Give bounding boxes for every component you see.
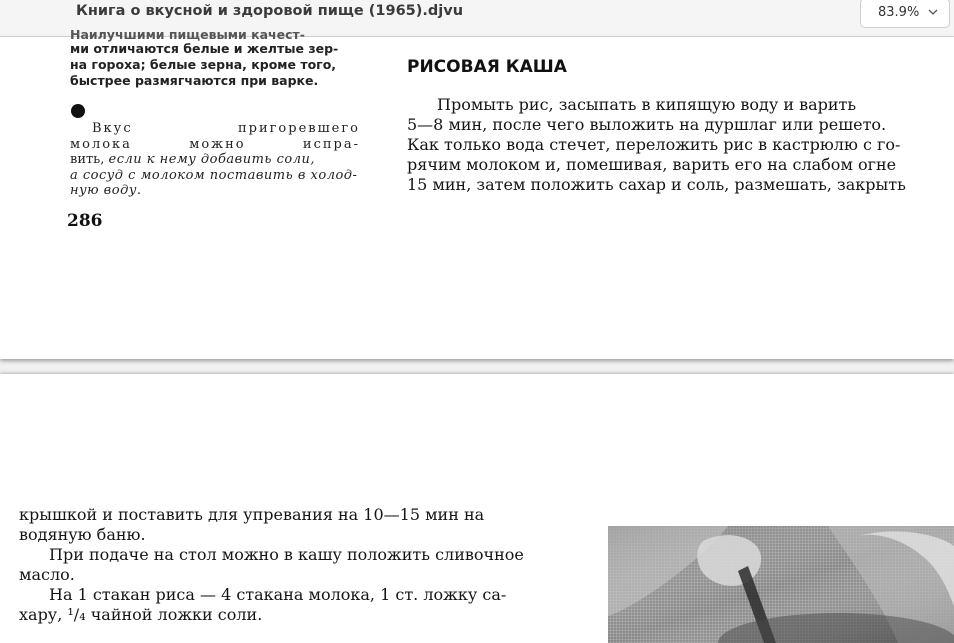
- tip-line: [70, 183, 360, 199]
- clipped-line: Наилучшими пищевыми качест-: [70, 27, 305, 42]
- zoom-value: 83.9%: [878, 5, 920, 20]
- text-line: 15 мин, затем положить сахар и соль, размешать, закрыть: [407, 175, 906, 194]
- tip-word: можно: [189, 136, 246, 152]
- text-line: При подаче на стол можно в кашу положить сливочное: [49, 545, 524, 564]
- recipe-title: РИСОВАЯ КАША: [407, 57, 567, 77]
- tip-note: [70, 121, 360, 199]
- tip-word: пригоревшего: [237, 121, 360, 136]
- chevron-down-icon: [928, 7, 938, 17]
- recipe-continuation: [19, 505, 554, 625]
- document-page-286: [0, 27, 954, 359]
- side-note-line: на гороха; белые зерна, кроме того,: [70, 57, 337, 72]
- side-note-line: ми отличаются белые и желтые зер-: [70, 41, 339, 56]
- tip-italic-text: если к нему добавить соли,: [108, 152, 316, 167]
- cooking-photo: [608, 526, 954, 643]
- text-line: водяную баню.: [19, 525, 146, 544]
- tip-line: [70, 152, 360, 168]
- text-line: Промыть рис, засыпать в кипящую воду и варить: [437, 95, 857, 114]
- side-note-line: быстрее размягчаются при варке.: [70, 73, 319, 88]
- tip-line: [70, 121, 360, 137]
- text-line: хару, ¹/₄ чайной ложки соли.: [19, 605, 263, 624]
- recipe-paragraph: [407, 95, 941, 195]
- tip-italic-text: ную воду.: [70, 183, 142, 198]
- tip-word: молока: [70, 136, 132, 152]
- bullet-icon: [71, 104, 85, 118]
- tip-italic-text: а сосуд с молоком поставить в холод-: [70, 167, 358, 183]
- text-line: Как только вода стечет, переложить рис в кастрюлю с го-: [407, 135, 901, 154]
- page-number: 286: [67, 211, 103, 231]
- tip-line: [70, 168, 360, 184]
- document-page-287: [0, 374, 954, 643]
- document-title: Книга о вкусной и здоровой пище (1965).djvu: [76, 3, 464, 19]
- text-line: масло.: [19, 565, 75, 584]
- side-note: [70, 41, 360, 89]
- text-line: рячим молоком и, помешивая, варить его на слабом огне: [407, 155, 897, 174]
- tip-word: испра-: [302, 136, 360, 152]
- zoom-dropdown[interactable]: [860, 0, 950, 28]
- tip-word: Вкус: [92, 121, 133, 136]
- text-line: 5—8 мин, после чего выложить на дуршлаг или решето.: [407, 115, 887, 134]
- text-line: На 1 стакан риса — 4 стакана молока, 1 ст. ложку са-: [49, 585, 507, 604]
- tip-line: [70, 137, 360, 153]
- tip-text: вить,: [70, 152, 109, 167]
- text-line: крышкой и поставить для упревания на 10—15 мин на: [19, 505, 485, 524]
